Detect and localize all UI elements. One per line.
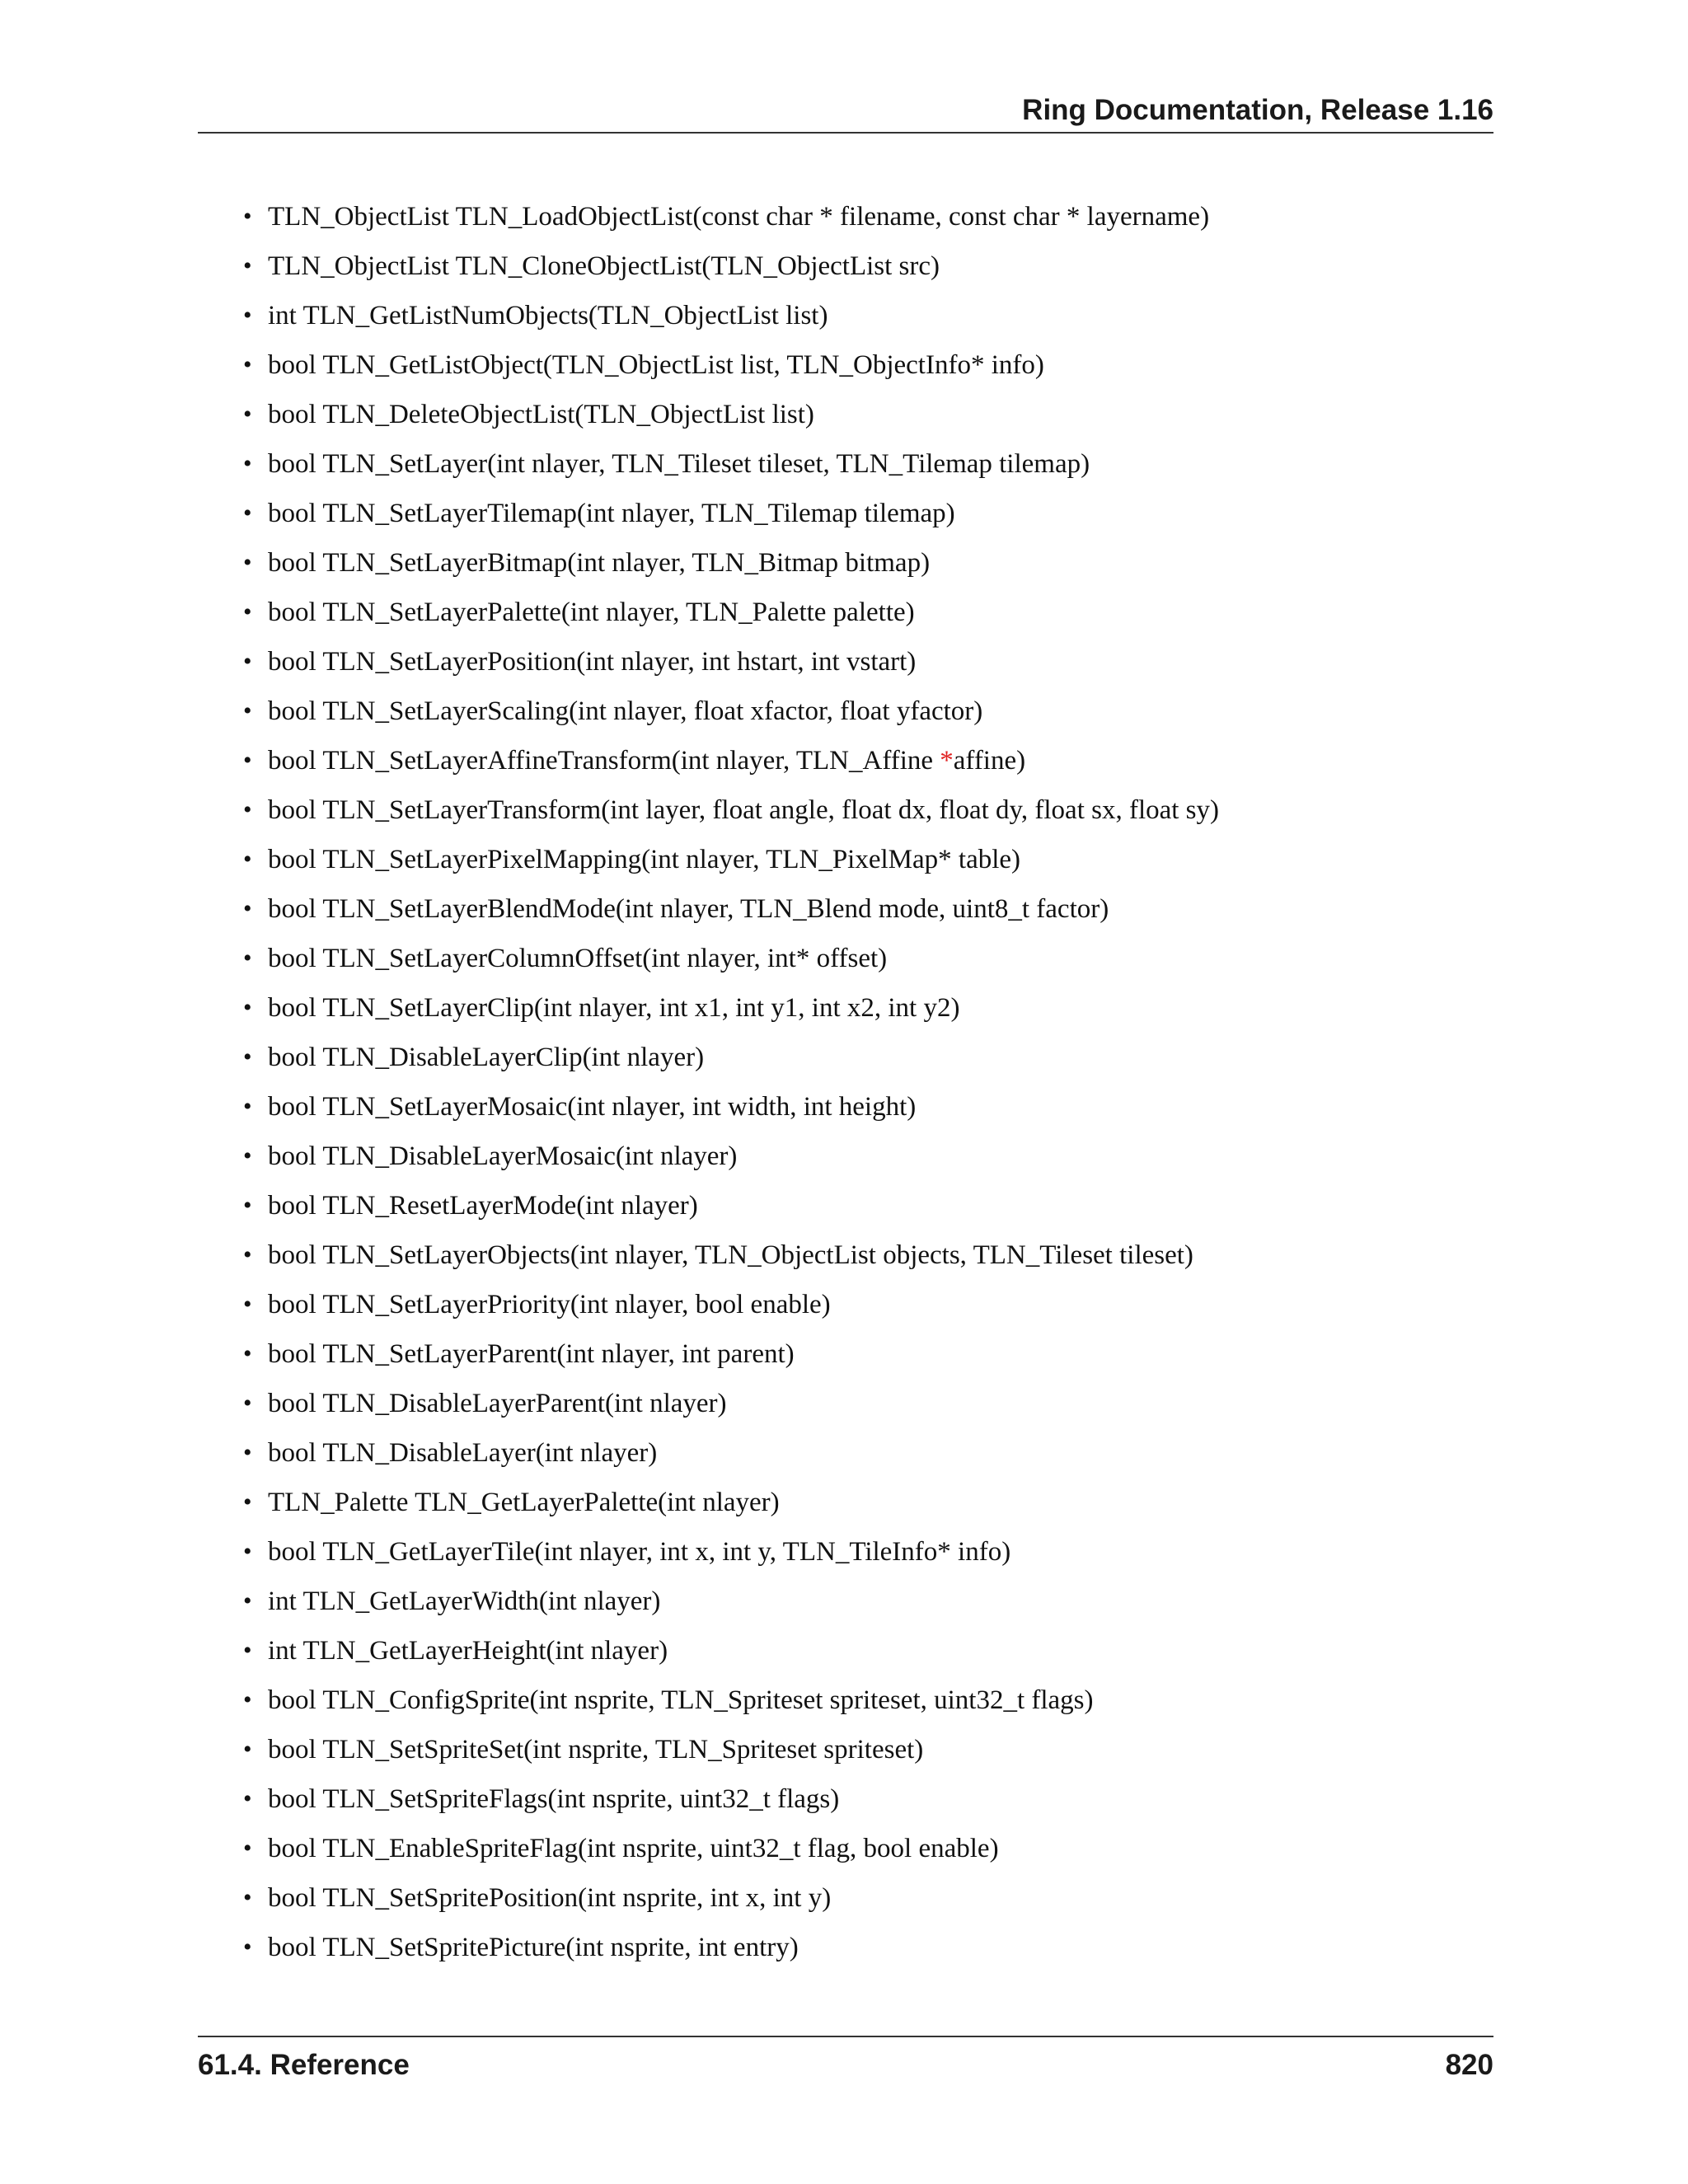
list-item	[243, 790, 1219, 839]
list-item	[243, 344, 1219, 394]
list-item	[243, 295, 1219, 344]
function-signature: bool TLN_SetLayerPixelMapping(int nlayer, TLN_PixelMap* table)	[268, 845, 1021, 874]
list-item	[243, 1136, 1219, 1185]
page-header	[198, 92, 1493, 134]
list-item	[243, 1779, 1219, 1828]
bullet-icon: •	[243, 895, 252, 922]
bullet-icon: •	[243, 450, 252, 477]
list-item	[243, 1581, 1219, 1630]
bullet-icon: •	[243, 1043, 252, 1071]
bullet-icon: •	[243, 1785, 252, 1812]
bullet-icon: •	[243, 1340, 252, 1367]
function-signature: bool TLN_SetLayerScaling(int nlayer, float xfactor, float yfactor)	[268, 696, 983, 726]
bullet-icon: •	[243, 1587, 252, 1615]
bullet-icon: •	[243, 1637, 252, 1664]
function-signature: bool TLN_DisableLayer(int nlayer)	[268, 1438, 658, 1468]
list-item	[243, 1531, 1219, 1581]
list-item	[243, 443, 1219, 493]
page-number: 820	[1445, 2049, 1493, 2081]
bullet-icon: •	[243, 994, 252, 1021]
function-signature: bool TLN_SetLayerAffineTransform(int nlayer, TLN_Affine *affine)	[268, 746, 1026, 776]
bullet-icon: •	[243, 1933, 252, 1961]
function-signature: bool TLN_GetListObject(TLN_ObjectList list, TLN_ObjectInfo* info)	[268, 350, 1044, 380]
bullet-icon: •	[243, 1538, 252, 1565]
bullet-icon: •	[243, 1093, 252, 1120]
list-item	[243, 1235, 1219, 1284]
bullet-icon: •	[243, 401, 252, 428]
bullet-icon: •	[243, 351, 252, 378]
list-item	[243, 1432, 1219, 1482]
function-signature: TLN_Palette TLN_GetLayerPalette(int nlayer)	[268, 1488, 780, 1517]
bullet-icon: •	[243, 796, 252, 823]
function-signature: bool TLN_SetLayerBlendMode(int nlayer, TLN_Blend mode, uint8_t factor)	[268, 894, 1109, 924]
list-item	[243, 987, 1219, 1037]
list-item	[243, 493, 1219, 542]
bullet-icon: •	[243, 1439, 252, 1466]
list-item	[243, 1482, 1219, 1531]
list-item	[243, 1284, 1219, 1333]
function-signature: bool TLN_DeleteObjectList(TLN_ObjectList list)	[268, 400, 814, 429]
function-signature: bool TLN_EnableSpriteFlag(int nsprite, uint32_t flag, bool enable)	[268, 1834, 999, 1863]
bullet-icon: •	[243, 846, 252, 873]
function-signature: bool TLN_DisableLayerClip(int nlayer)	[268, 1043, 705, 1072]
list-item	[243, 691, 1219, 740]
list-item	[243, 839, 1219, 888]
list-item	[243, 592, 1219, 641]
bullet-icon: •	[243, 252, 252, 279]
list-item	[243, 542, 1219, 592]
function-signature: bool TLN_SetLayerPriority(int nlayer, bool enable)	[268, 1290, 831, 1319]
list-item	[243, 1927, 1219, 1976]
section-title: 61.4. Reference	[198, 2049, 410, 2081]
bullet-icon: •	[243, 747, 252, 774]
highlighted-asterisk: *	[940, 746, 954, 776]
bullet-icon: •	[243, 1686, 252, 1713]
function-signature: bool TLN_SetLayer(int nlayer, TLN_Tileset tileset, TLN_Tilemap tilemap)	[268, 449, 1090, 479]
function-signature: int TLN_GetLayerHeight(int nlayer)	[268, 1636, 668, 1666]
list-item	[243, 246, 1219, 295]
function-signature: int TLN_GetLayerWidth(int nlayer)	[268, 1586, 661, 1616]
list-item	[243, 1729, 1219, 1779]
list-item	[243, 1828, 1219, 1877]
bullet-icon: •	[243, 1192, 252, 1219]
document-title: Ring Documentation, Release 1.16	[1022, 94, 1493, 126]
bullet-icon: •	[243, 1488, 252, 1516]
bullet-icon: •	[243, 1241, 252, 1268]
function-signature: TLN_ObjectList TLN_CloneObjectList(TLN_ObjectList src)	[268, 251, 940, 281]
bullet-icon: •	[243, 598, 252, 626]
list-item	[243, 394, 1219, 443]
function-signature: bool TLN_SetLayerMosaic(int nlayer, int width, int height)	[268, 1092, 917, 1122]
bullet-icon: •	[243, 1291, 252, 1318]
list-item	[243, 1086, 1219, 1136]
list-item	[243, 196, 1219, 246]
list-item	[243, 938, 1219, 987]
bullet-icon: •	[243, 1390, 252, 1417]
function-signature: TLN_ObjectList TLN_LoadObjectList(const char * filename, const char * layername)	[268, 202, 1210, 232]
function-signature: bool TLN_SetLayerTilemap(int nlayer, TLN_Tilemap tilemap)	[268, 499, 955, 528]
bullet-icon: •	[243, 302, 252, 329]
bullet-icon: •	[243, 203, 252, 230]
function-signature: bool TLN_SetLayerParent(int nlayer, int parent)	[268, 1339, 795, 1369]
list-item	[243, 1680, 1219, 1729]
function-signature: bool TLN_ResetLayerMode(int nlayer)	[268, 1191, 698, 1221]
function-signature: bool TLN_SetLayerColumnOffset(int nlayer, int* offset)	[268, 944, 888, 973]
function-signature: int TLN_GetListNumObjects(TLN_ObjectList list)	[268, 301, 828, 330]
bullet-icon: •	[243, 549, 252, 576]
bullet-icon: •	[243, 697, 252, 724]
function-signature: bool TLN_SetLayerPalette(int nlayer, TLN_Palette palette)	[268, 598, 915, 627]
list-item	[243, 1383, 1219, 1432]
function-signature: bool TLN_SetLayerClip(int nlayer, int x1, int y1, int x2, int y2)	[268, 993, 960, 1023]
function-signature: bool TLN_SetLayerPosition(int nlayer, int hstart, int vstart)	[268, 647, 917, 677]
list-item	[243, 1333, 1219, 1383]
page-footer	[198, 2036, 1493, 2087]
function-signature: bool TLN_DisableLayerMosaic(int nlayer)	[268, 1141, 738, 1171]
function-signature: bool TLN_GetLayerTile(int nlayer, int x, int y, TLN_TileInfo* info)	[268, 1537, 1011, 1567]
bullet-icon: •	[243, 1884, 252, 1911]
bullet-icon: •	[243, 1142, 252, 1169]
function-list	[243, 196, 1219, 1976]
list-item	[243, 1037, 1219, 1086]
list-item	[243, 1630, 1219, 1680]
list-item	[243, 1185, 1219, 1235]
function-signature: bool TLN_SetLayerBitmap(int nlayer, TLN_Bitmap bitmap)	[268, 548, 931, 578]
function-signature: bool TLN_SetLayerObjects(int nlayer, TLN_ObjectList objects, TLN_Tileset tileset)	[268, 1240, 1193, 1270]
list-item	[243, 888, 1219, 938]
function-signature: bool TLN_ConfigSprite(int nsprite, TLN_Spriteset spriteset, uint32_t flags)	[268, 1685, 1094, 1715]
bullet-icon: •	[243, 1736, 252, 1763]
function-signature: bool TLN_SetSpritePosition(int nsprite, int x, int y)	[268, 1883, 832, 1913]
function-signature: bool TLN_SetSpritePicture(int nsprite, int entry)	[268, 1933, 799, 1962]
list-item	[243, 740, 1219, 790]
bullet-icon: •	[243, 1835, 252, 1862]
list-item	[243, 1877, 1219, 1927]
function-signature: bool TLN_DisableLayerParent(int nlayer)	[268, 1389, 727, 1418]
function-signature: bool TLN_SetSpriteSet(int nsprite, TLN_Spriteset spriteset)	[268, 1735, 924, 1765]
function-signature: bool TLN_SetSpriteFlags(int nsprite, uint32_t flags)	[268, 1784, 840, 1814]
bullet-icon: •	[243, 499, 252, 527]
function-signature: bool TLN_SetLayerTransform(int layer, float angle, float dx, float dy, float sx, float sy)	[268, 795, 1220, 825]
bullet-icon: •	[243, 648, 252, 675]
list-item	[243, 641, 1219, 691]
bullet-icon: •	[243, 944, 252, 972]
